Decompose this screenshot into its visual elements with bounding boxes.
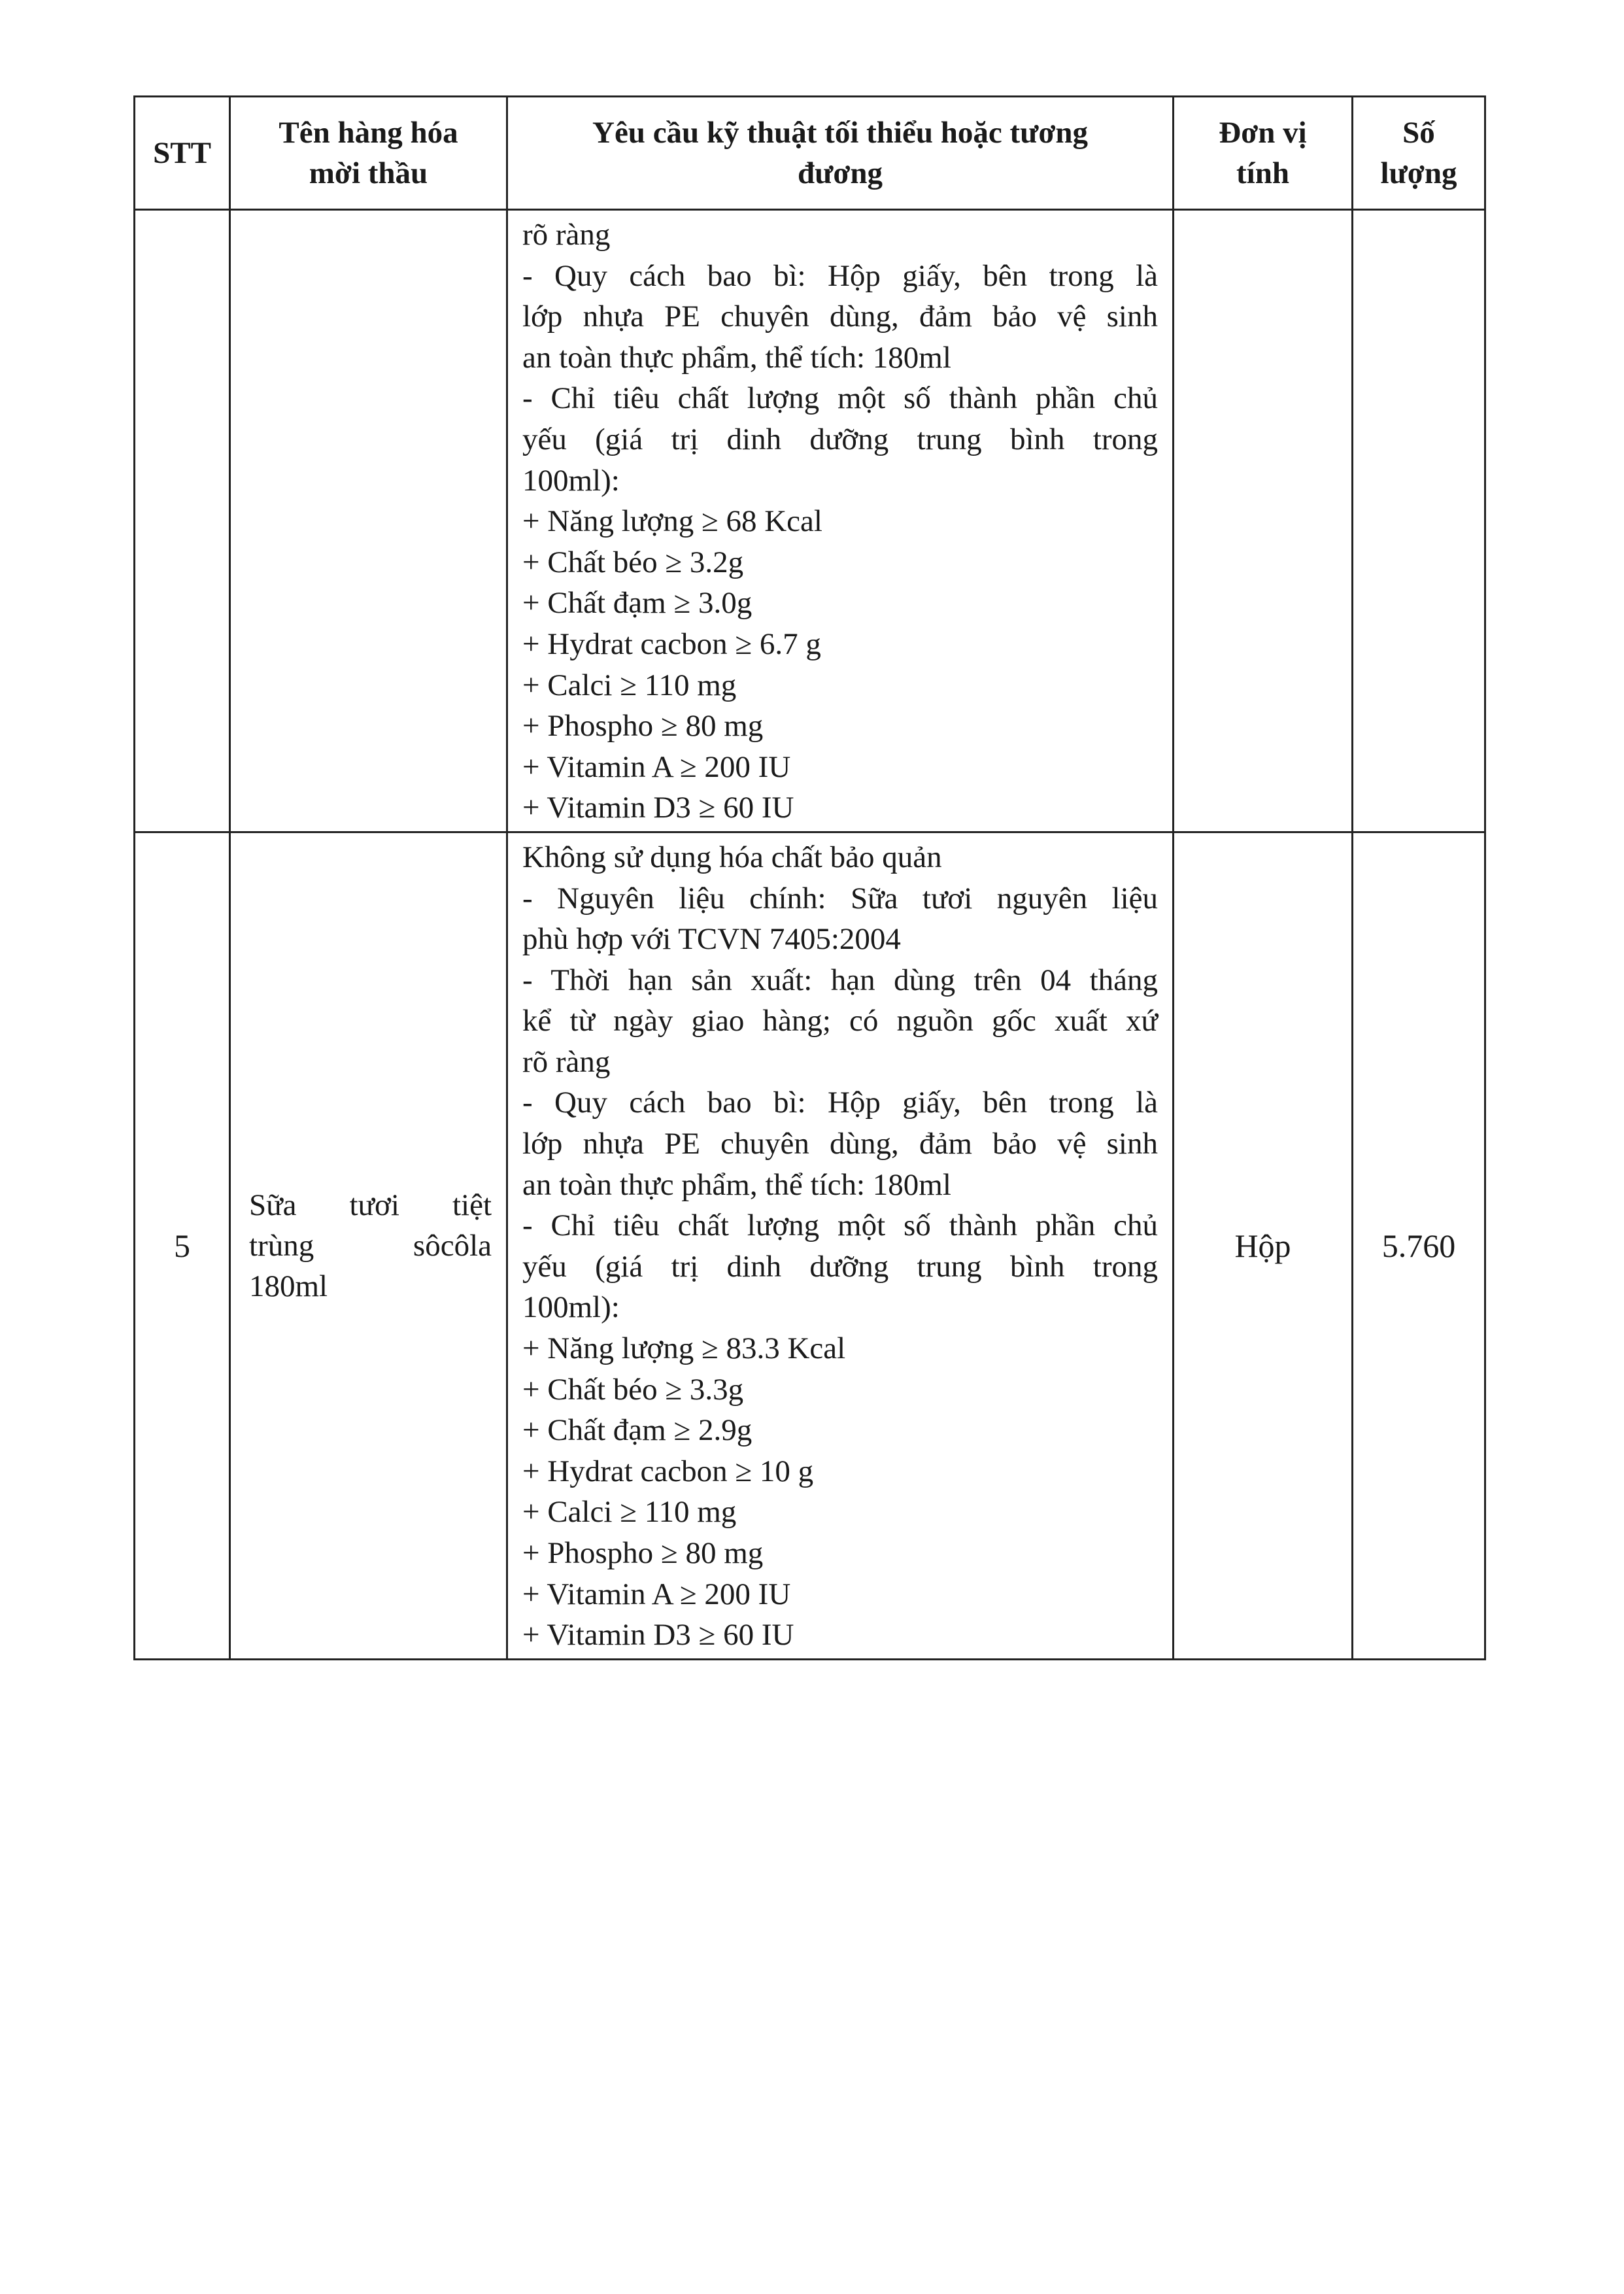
requirement-line: - Quy cách bao bì: Hộp giấy, bên trong là bbox=[522, 258, 1158, 293]
requirement-line: + Calci ≥ 110 mg bbox=[522, 668, 737, 702]
requirement-line: + Chất đạm ≥ 3.0g bbox=[522, 586, 753, 621]
header-item-name bbox=[230, 97, 507, 210]
row-unit: Hộp bbox=[1174, 832, 1353, 1659]
requirement-line: + Hydrat cacbon ≥ 10 g bbox=[522, 1454, 814, 1488]
header-requirements-line2: đương bbox=[797, 156, 883, 190]
requirement-line: + Phospho ≥ 80 mg bbox=[522, 709, 764, 744]
item-name-line: trùng sôcôla bbox=[249, 1228, 492, 1263]
item-name-line: 180ml bbox=[249, 1269, 328, 1303]
header-item-name-line1: Tên hàng hóa bbox=[279, 116, 458, 150]
requirement-line: + Phospho ≥ 80 mg bbox=[522, 1536, 764, 1570]
row-requirements bbox=[507, 210, 1174, 832]
requirement-line: rõ ràng bbox=[522, 218, 611, 252]
requirement-line: + Chất đạm ≥ 2.9g bbox=[522, 1413, 753, 1448]
header-row bbox=[135, 97, 1485, 210]
row-quantity: 5.760 bbox=[1353, 832, 1485, 1659]
requirement-line: yếu (giá trị dinh dưỡng trung bình trong bbox=[522, 422, 1158, 456]
requirement-line: lớp nhựa PE chuyên dùng, đảm bảo vệ sinh bbox=[522, 300, 1158, 334]
requirement-line: - Quy cách bao bì: Hộp giấy, bên trong là bbox=[522, 1086, 1158, 1120]
requirement-line: - Chỉ tiêu chất lượng một số thành phần chủ bbox=[522, 381, 1158, 416]
requirement-line: 100ml): bbox=[522, 463, 620, 498]
requirement-line: + Năng lượng ≥ 68 Kcal bbox=[522, 504, 822, 539]
requirement-line: yếu (giá trị dinh dưỡng trung bình trong bbox=[522, 1249, 1158, 1284]
table-row bbox=[135, 832, 1485, 1659]
requirement-line: lớp nhựa PE chuyên dùng, đảm bảo vệ sinh bbox=[522, 1127, 1158, 1161]
requirement-line: phù hợp với TCVN 7405:2004 bbox=[522, 922, 901, 957]
header-requirements bbox=[507, 97, 1174, 210]
requirement-line: + Năng lượng ≥ 83.3 Kcal bbox=[522, 1331, 846, 1366]
header-stt: STT bbox=[135, 97, 230, 210]
row-item-name bbox=[230, 832, 507, 1659]
requirement-line: - Nguyên liệu chính: Sữa tươi nguyên liệu bbox=[522, 881, 1158, 916]
requirement-line: rõ ràng bbox=[522, 1044, 611, 1079]
requirement-line: + Hydrat cacbon ≥ 6.7 g bbox=[522, 626, 821, 661]
row-requirements bbox=[507, 832, 1174, 1659]
row-quantity bbox=[1353, 210, 1485, 832]
row-stt bbox=[135, 210, 230, 832]
header-quantity bbox=[1353, 97, 1485, 210]
header-item-name-line2: mời thầu bbox=[309, 156, 428, 190]
spec-table bbox=[133, 95, 1486, 1660]
requirement-line: + Vitamin A ≥ 200 IU bbox=[522, 749, 791, 784]
requirement-line: Không sử dụng hóa chất bảo quản bbox=[522, 840, 942, 874]
table-body bbox=[135, 210, 1485, 1660]
header-unit-line2: tính bbox=[1236, 156, 1289, 190]
requirement-line: 100ml): bbox=[522, 1290, 620, 1325]
requirement-line: + Vitamin A ≥ 200 IU bbox=[522, 1577, 791, 1611]
requirement-line: + Vitamin D3 ≥ 60 IU bbox=[522, 1618, 794, 1652]
requirement-line: + Vitamin D3 ≥ 60 IU bbox=[522, 791, 794, 825]
requirement-line: + Chất béo ≥ 3.2g bbox=[522, 545, 744, 579]
table-header bbox=[135, 97, 1485, 210]
header-requirements-line1: Yêu cầu kỹ thuật tối thiểu hoặc tương bbox=[592, 116, 1088, 150]
row-unit bbox=[1174, 210, 1353, 832]
header-unit-line1: Đơn vị bbox=[1219, 116, 1307, 150]
requirement-line: + Calci ≥ 110 mg bbox=[522, 1495, 737, 1530]
table-row bbox=[135, 210, 1485, 832]
requirement-line: an toàn thực phẩm, thể tích: 180ml bbox=[522, 340, 951, 375]
header-unit bbox=[1174, 97, 1353, 210]
requirement-line: an toàn thực phẩm, thể tích: 180ml bbox=[522, 1167, 951, 1202]
requirement-line: + Chất béo ≥ 3.3g bbox=[522, 1372, 744, 1407]
item-name-line: Sữa tươi tiệt bbox=[249, 1188, 492, 1222]
requirement-line: kể từ ngày giao hàng; có nguồn gốc xuất xứ bbox=[522, 1004, 1158, 1038]
header-quantity-line2: lượng bbox=[1380, 156, 1457, 190]
header-quantity-line1: Số bbox=[1402, 116, 1435, 150]
requirement-line: - Chỉ tiêu chất lượng một số thành phần chủ bbox=[522, 1208, 1158, 1243]
row-item-name bbox=[230, 210, 507, 832]
requirement-line: - Thời hạn sản xuất: hạn dùng trên 04 tháng bbox=[522, 963, 1158, 997]
row-stt: 5 bbox=[135, 832, 230, 1659]
